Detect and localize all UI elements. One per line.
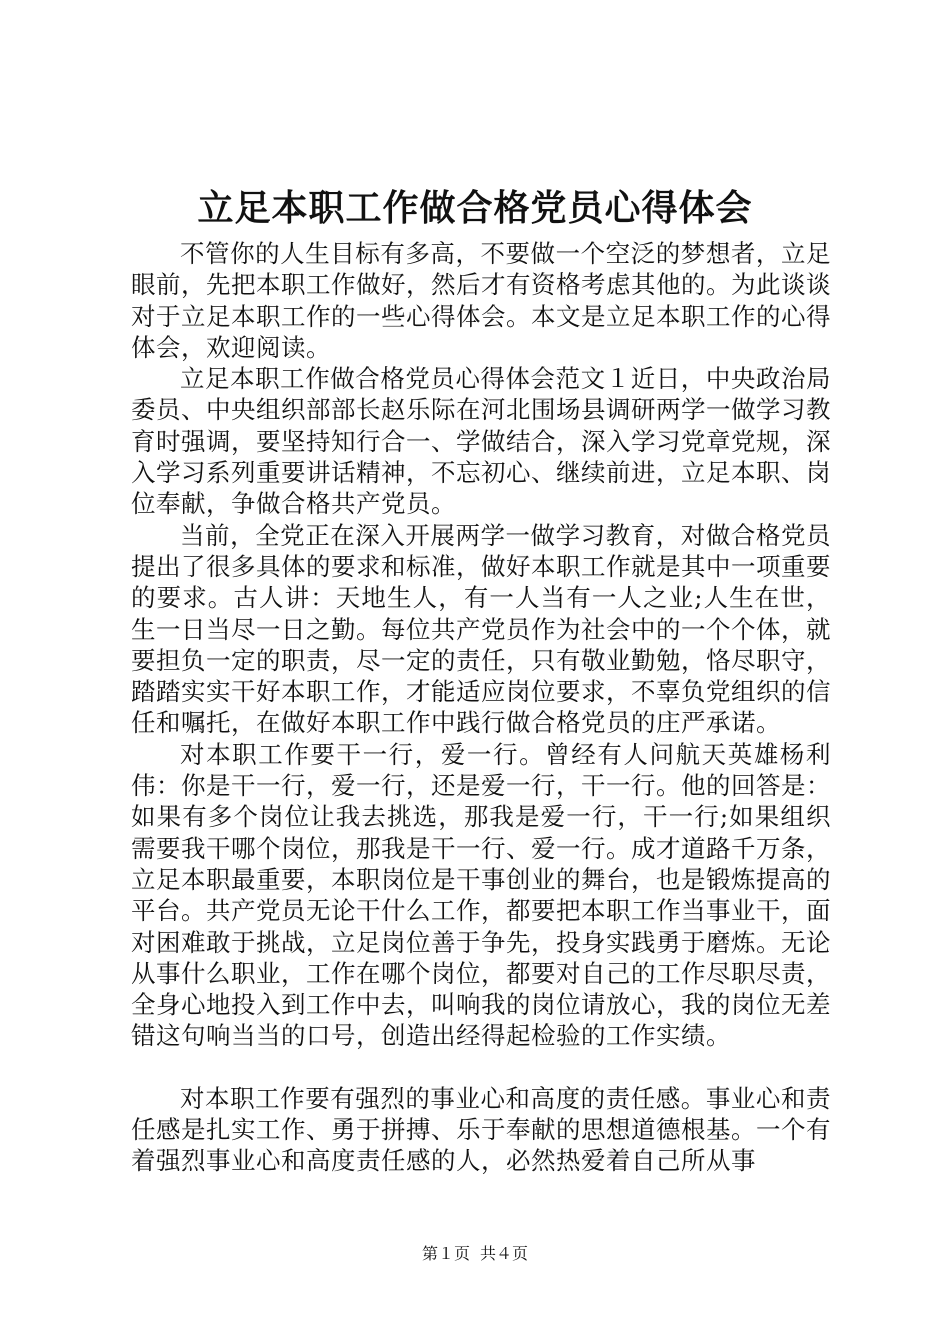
page-number: 第１页 [421,1244,470,1263]
document-title: 立足本职工作做合格党员心得体会 [197,187,753,229]
document-body [131,238,831,1177]
page-footer [0,1243,950,1265]
paragraph-intro: 不管你的人生目标有多高，不要做一个空泛的梦想者，立足眼前，先把本职工作做好，然后才有资格考虑其他的。为此谈谈对于立足本职工作的一些心得体会。本文是立足本职工作的心得体会，欢迎阅读。 [131,239,831,362]
page-total: 共４页 [480,1244,529,1263]
paragraph-love-job: 对本职工作要干一行，爱一行。曾经有人问航天英雄杨利伟：你是干一行，爱一行，还是爱一行，干一行。他的回答是：如果有多个岗位让我去挑选，那我是爱一行，干一行;如果组织需要我干哪个岗位，那我是干一行、爱一行。成才道路千万条，立足本职最重要，本职岗位是干事创业的舞台，也是锻炼提高的平台。共产党员无论干什么工作，都要把本职工作当事业干，面对困难敢于挑战，立足岗位善于争先，投身实践勇于磨炼。无论从事什么职业，工作在哪个岗位，都要对自己的工作尽职尽责，全身心地投入到工作中去，叫响我的岗位请放心，我的岗位无差错这句响当当的口号，创造出经得起检验的工作实绩。 [131,739,831,1051]
paragraph-current-study: 当前，全党正在深入开展两学一做学习教育，对做合格党员提出了很多具体的要求和标准，做好本职工作就是其中一项重要的要求。古人讲：天地生人，有一人当有一人之业;人生在世，生一日当尽一日之勤。每位共产党员作为社会中的一个个体，就要担负一定的职责，尽一定的责任，只有敬业勤勉，恪尽职守，踏踏实实干好本职工作，才能适应岗位要求，不辜负党组织的信任和嘱托，在做好本职工作中践行做合格党员的庄严承诺。 [131,520,831,738]
paragraph-responsibility: 对本职工作要有强烈的事业心和高度的责任感。事业心和责任感是扎实工作、勇于拼搏、乐于奉献的思想道德根基。一个有着强烈事业心和高度责任感的人，必然热爱着自己所从事 [131,1083,831,1176]
paragraph-sample-one: 立足本职工作做合格党员心得体会范文１近日，中央政治局委员、中央组织部部长赵乐际在河北围场县调研两学一做学习教育时强调，要坚持知行合一、学做结合，深入学习党章党规，深入学习系列重要讲话精神，不忘初心、继续前进，立足本职、岗位奉献，争做合格共产党员。 [131,364,831,519]
